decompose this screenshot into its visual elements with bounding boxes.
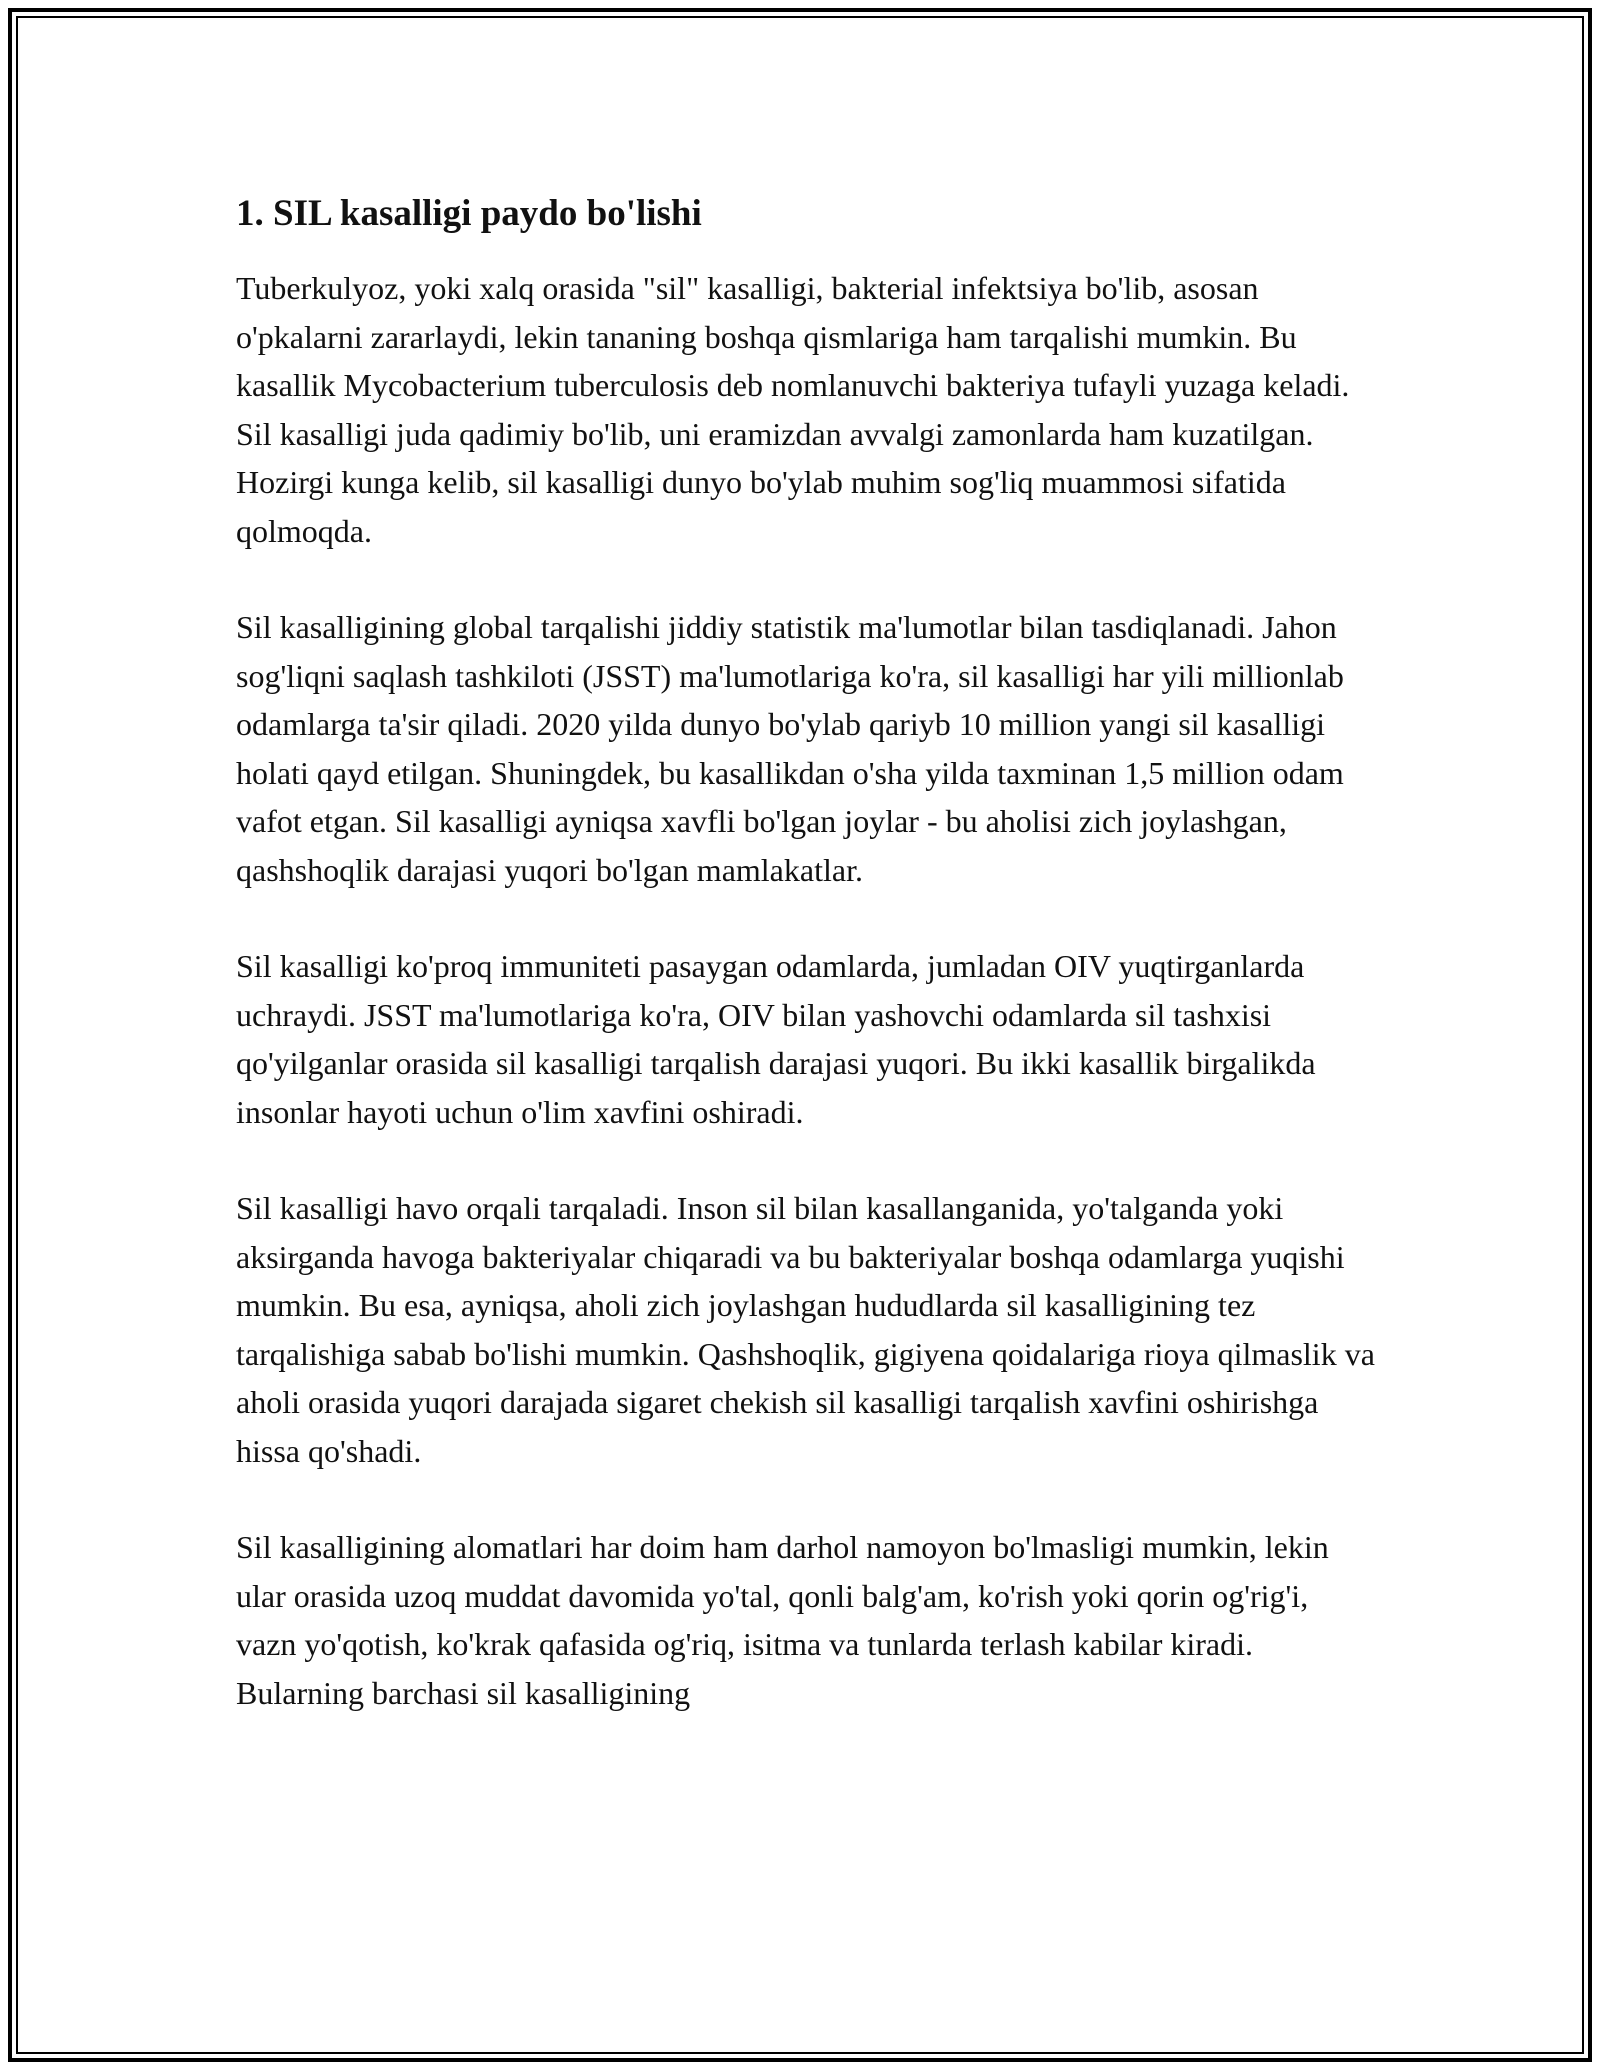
paragraph-2: Sil kasalligining global tarqalishi jiddiy statistik ma'lumotlar bilan tasdiqlanadi. Jahon sog'liqni saqlash tashkiloti (JSST) ma'lumotlariga ko'ra, sil kasalligi har yili millionlab odamlarga ta'sir qiladi. 2020 yilda dunyo bo'ylab qariyb 10 million yangi sil kasalligi holati qayd etilgan. Shuningdek, bu kasallikdan o'sha yilda taxminan 1,5 million odam vafot etgan. Sil kasalligi ayniqsa xavfli bo'lgan joylar - bu aholisi zich joylashgan, qashshoqlik darajasi yuqori bo'lgan mamlakatlar. [236, 609, 1344, 888]
paragraph-1: Tuberkulyoz, yoki xalq orasida "sil" kasalligi, bakterial infektsiya bo'lib, asosan o'pkalarni zararlaydi, lekin tananing boshqa qismlariga ham tarqalishi mumkin. Bu kasallik Mycobacterium tuberculosis deb nomlanuvchi bakteriya tufayli yuzaga keladi. Sil kasalligi juda qadimiy bo'lib, uni eramizdan avvalgi zamonlarda ham kuzatilgan. Hozirgi kunga kelib, sil kasalligi dunyo bo'ylab muhim sog'liq muammosi sifatida qolmoqda. [236, 270, 1350, 549]
paragraph-4: Sil kasalligi havo orqali tarqaladi. Inson sil bilan kasallanganida, yo'talganda yoki aksirganda havoga bakteriyalar chiqaradi va bu bakteriyalar boshqa odamlarga yuqishi mumkin. Bu esa, ayniqsa, aholi zich joylashgan hududlarda sil kasalligining tez tarqalishiga sabab bo'lishi mumkin. Qashshoqlik, gigiyena qoidalariga rioya qilmaslik va aholi orasida yuqori darajada sigaret chekish sil kasalligi tarqalish xavfini oshirishga hissa qo'shadi. [236, 1190, 1375, 1469]
document-body [236, 186, 1376, 1765]
section-heading: 1. SIL kasalligi paydo bo'lishi [236, 193, 702, 234]
paragraph-3: Sil kasalligi ko'proq immuniteti pasaygan odamlarda, jumladan OIV yuqtirganlarda uchraydi. JSST ma'lumotlariga ko'ra, OIV bilan yashovchi odamlarda sil tashxisi qo'yilganlar orasida sil kasalligi tarqalish darajasi yuqori. Bu ikki kasallik birgalikda insonlar hayoti uchun o'lim xavfini oshiradi. [236, 948, 1316, 1130]
paragraph-5: Sil kasalligining alomatlari har doim ham darhol namoyon bo'lmasligi mumkin, lekin ular orasida uzoq muddat davomida yo'tal, qonli balg'am, ko'rish yoki qorin og'rig'i, vazn yo'qotish, ko'krak qafasida og'riq, isitma va tunlarda terlash kabilar kiradi. Bularning barchasi sil kasalligining [236, 1529, 1329, 1711]
